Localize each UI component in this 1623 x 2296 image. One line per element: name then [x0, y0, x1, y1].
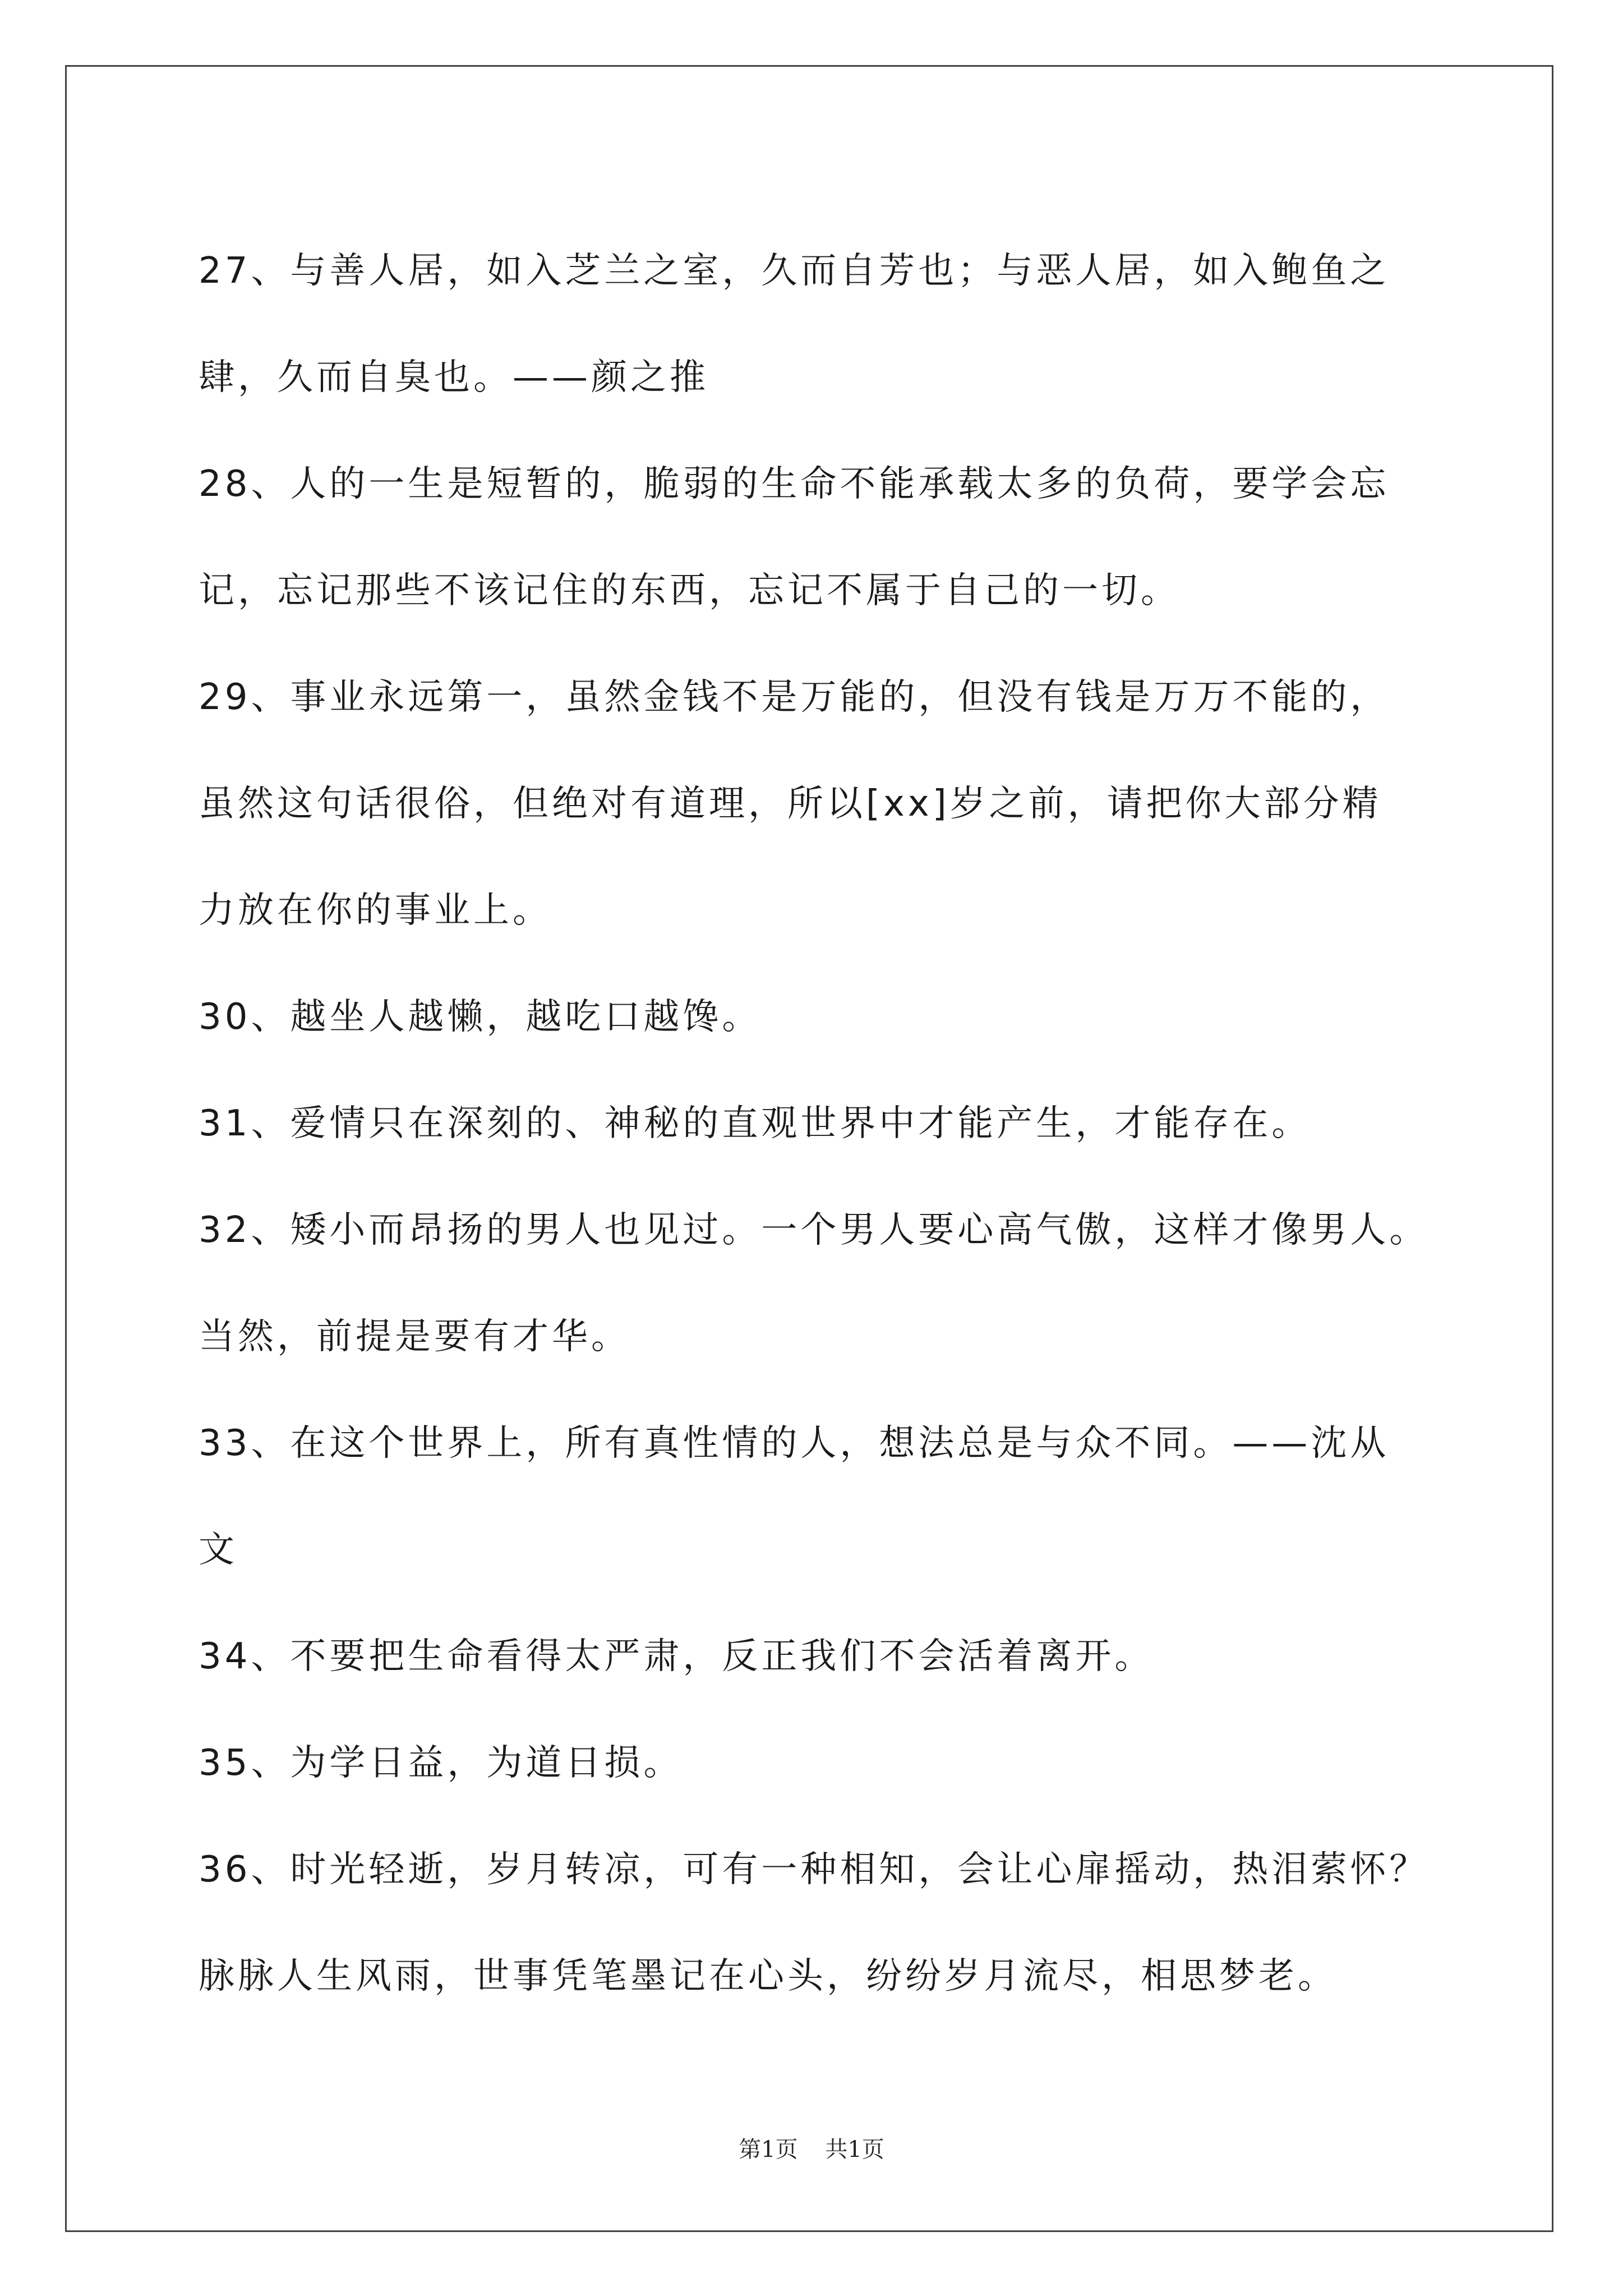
text-line: 当然，前提是要有才华。	[199, 1316, 630, 1358]
text-line: 虽然这句话很俗，但绝对有道理，所以[xx]岁之前，请把你大部分精	[199, 783, 1382, 825]
page-number: 第1页	[739, 2137, 798, 2162]
text-line: 30、越坐人越懒，越吃口越馋。	[199, 996, 762, 1038]
paragraph-36	[199, 1816, 1494, 2030]
text-line: 32、矮小而昂扬的男人也见过。一个男人要心高气傲，这样才像男人。	[199, 1209, 1429, 1251]
text-line: 肆，久而自臭也。——颜之推	[199, 357, 709, 398]
text-line: 33、在这个世界上，所有真性情的人，想法总是与众不同。——沈从	[199, 1423, 1390, 1464]
text-line: 35、为学日益，为道日损。	[199, 1742, 683, 1784]
text-line: 脉脉人生风雨，世事凭笔墨记在心头，纷纷岁月流尽，相思梦老。	[199, 1955, 1337, 1997]
paragraph-28	[199, 431, 1494, 644]
text-line: 27、与善人居，如入芝兰之室，久而自芳也；与恶人居，如入鲍鱼之	[199, 250, 1390, 292]
page-footer	[0, 2132, 1623, 2164]
text-line: 记，忘记那些不该记住的东西，忘记不属于自己的一切。	[199, 570, 1180, 611]
paragraph-35	[199, 1710, 1494, 1816]
text-line: 31、爱情只在深刻的、神秘的直观世界中才能产生，才能存在。	[199, 1103, 1311, 1144]
paragraph-33	[199, 1390, 1494, 1603]
document-body	[199, 218, 1494, 2030]
text-line: 34、不要把生命看得太严肃，反正我们不会活着离开。	[199, 1636, 1154, 1677]
text-line: 28、人的一生是短暂的，脆弱的生命不能承载太多的负荷，要学会忘	[199, 463, 1390, 505]
page-total: 共1页	[825, 2137, 884, 2162]
text-line: 36、时光轻逝，岁月转凉，可有一种相知，会让心扉摇动，热泪萦怀？	[199, 1849, 1429, 1890]
paragraph-29	[199, 644, 1494, 964]
paragraph-27	[199, 218, 1494, 431]
paragraph-32	[199, 1177, 1494, 1390]
paragraph-30	[199, 964, 1494, 1070]
text-line: 29、事业永远第一，虽然金钱不是万能的，但没有钱是万万不能的，	[199, 677, 1390, 718]
text-line: 文	[199, 1529, 238, 1571]
paragraph-31	[199, 1070, 1494, 1177]
text-line: 力放在你的事业上。	[199, 890, 552, 931]
paragraph-34	[199, 1603, 1494, 1710]
